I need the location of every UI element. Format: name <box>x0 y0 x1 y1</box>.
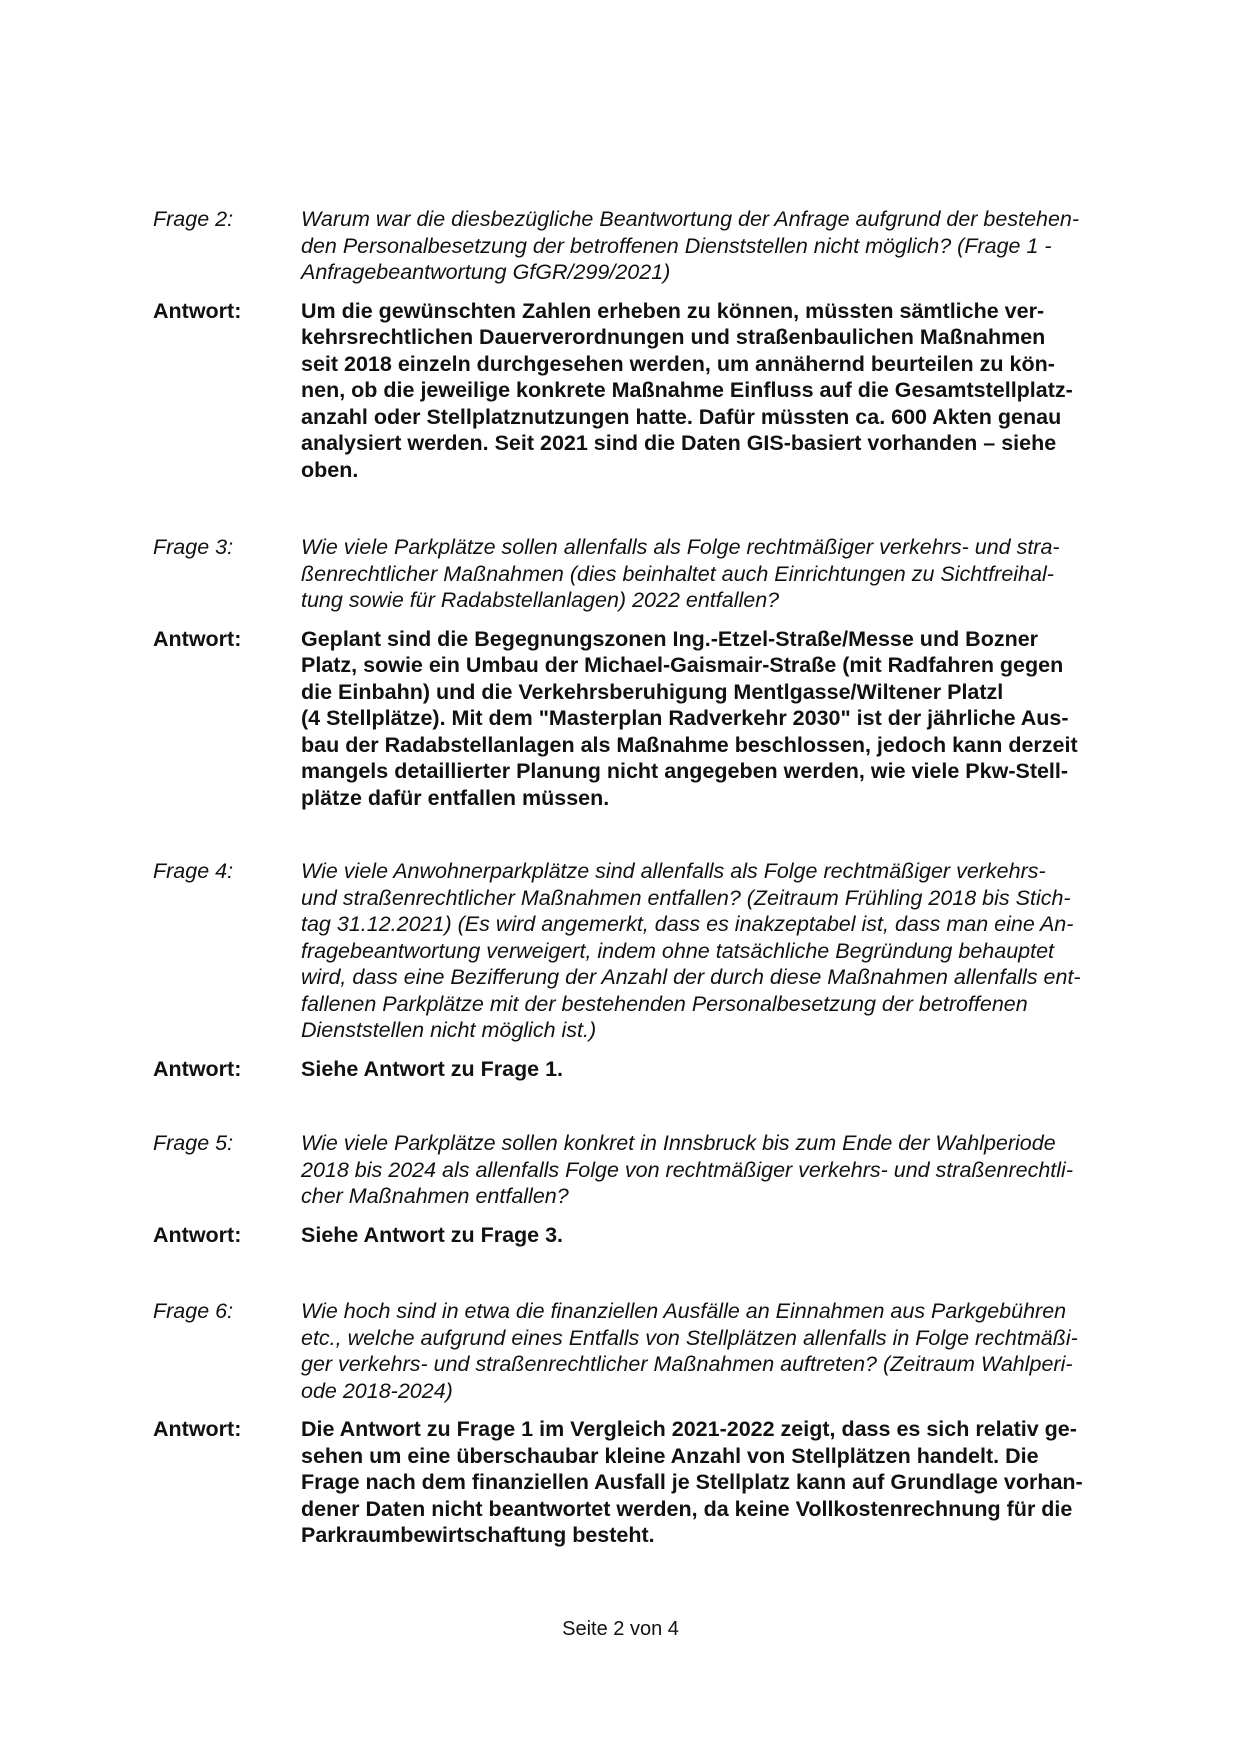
answer-text: Siehe Antwort zu Frage 1. <box>301 1056 564 1081</box>
answer-row <box>153 1056 1143 1083</box>
answer-label: Antwort: <box>153 1417 242 1441</box>
question-row <box>153 206 1143 286</box>
answer-text: Um die gewünschten Zahlen erheben zu können, müssten sämtliche ver- kehrsrechtlichen Dauerverordnungen und straßenbaulichen Maßnahmen seit 2018 einzeln durchgesehen werden, um annähernd beurteilen zu kön- nen, ob die jeweilige konkrete Maßnahme Einfluss auf die Gesamtstellplatz- anzahl oder Stellplatznutzungen hatte. Dafür müssten ca. 600 Akten genau analysiert werden. Seit 2021 sind die Daten GIS-basiert vorhanden – siehe oben. <box>301 298 1073 482</box>
question-text: Wie hoch sind in etwa die finanziellen Ausfälle an Einnahmen aus Parkgebühren etc., welche aufgrund eines Entfalls von Stellplätzen allenfalls in Folge rechtmäßi- ger verkehrs- und straßenrechtlicher Maßnahmen auftreten? (Zeitraum Wahlperi- ode 2018-2024) <box>301 1299 1078 1403</box>
answer-text: Geplant sind die Begegnungszonen Ing.-Etzel-Straße/Messe und Bozner Platz, sowie ein Umbau der Michael-Gaismair-Straße (mit Radfahren gegen die Einbahn) und die Verkehrsberuhigung Mentlgasse/Wiltener Platzl (4 Stellplätze). Mit dem "Masterplan Radverkehr 2030" ist der jährliche Aus- bau der Radabstellanlagen als Maßnahme beschlossen, jedoch kann derzeit mangels detaillierter Planung nicht angegeben werden, wie viele Pkw-Stell- plätze dafür entfallen müssen. <box>301 626 1078 810</box>
question-text: Wie viele Parkplätze sollen allenfalls als Folge rechtmäßiger verkehrs- und stra- ßenrechtlicher Maßnahmen (dies beinhaltet auch Einrichtungen zu Sichtfreihal- tung sowie für Radabstellanlagen) 2022 entfallen? <box>301 535 1060 612</box>
question-label: Frage 3: <box>153 535 234 559</box>
question-label: Frage 4: <box>153 859 234 883</box>
answer-label: Antwort: <box>153 1222 242 1247</box>
question-row <box>153 1298 1143 1404</box>
answer-label: Antwort: <box>153 1056 242 1081</box>
question-text: Wie viele Anwohnerparkplätze sind allenfalls als Folge rechtmäßiger verkehrs- und straßenrechtlicher Maßnahmen entfallen? (Zeitraum Frühling 2018 bis Stich- tag 31.12.2021) (Es wird angemerkt, dass es inakzeptabel ist, dass man eine An- fragebeantwortung verweigert, indem ohne tatsächliche Begründung behauptet wird, dass eine Bezifferung der Anzahl der durch diese Maßnahmen allenfalls ent- fallenen Parkplätze mit der bestehenden Personalbesetzung der betroffenen Dienststellen nicht möglich ist.) <box>301 859 1081 1042</box>
answer-row <box>153 1416 1143 1549</box>
question-label: Frage 2: <box>153 207 234 231</box>
question-row <box>153 1130 1143 1210</box>
answer-row <box>153 298 1143 484</box>
answer-text: Siehe Antwort zu Frage 3. <box>301 1222 564 1247</box>
page-number: Seite 2 von 4 <box>562 1618 679 1640</box>
qa-section-frage-2 <box>153 206 1143 483</box>
question-row <box>153 534 1143 614</box>
question-label: Frage 6: <box>153 1299 234 1323</box>
answer-label: Antwort: <box>153 626 242 651</box>
question-row <box>153 858 1143 1044</box>
qa-section-frage-3 <box>153 534 1143 811</box>
answer-row <box>153 1222 1143 1249</box>
question-text: Warum war die diesbezügliche Beantwortung der Anfrage aufgrund der bestehen- den Personalbesetzung der betroffenen Dienststellen nicht möglich? (Frage 1 - Anfragebeantwortung GfGR/299/2021) <box>301 207 1080 284</box>
question-label: Frage 5: <box>153 1131 234 1155</box>
question-text: Wie viele Parkplätze sollen konkret in Innsbruck bis zum Ende der Wahlperiode 2018 bis 2024 als allenfalls Folge von rechtmäßiger verkehrs- und straßenrechtli- cher Maßnahmen entfallen? <box>301 1131 1073 1208</box>
answer-label: Antwort: <box>153 298 242 323</box>
qa-section-frage-4 <box>153 858 1143 1082</box>
answer-row <box>153 626 1143 812</box>
qa-section-frage-5 <box>153 1130 1143 1248</box>
qa-section-frage-6 <box>153 1298 1143 1549</box>
answer-text: Die Antwort zu Frage 1 im Vergleich 2021-2022 zeigt, dass es sich relativ ge- sehen um eine überschaubar kleine Anzahl von Stellplätzen handelt. Die Frage nach dem finanziellen Ausfall je Stellplatz kann auf Grundlage vorhan- dener Daten nicht beantwortet werden, da keine Vollkostenrechnung für die Parkraumbewirtschaftung besteht. <box>301 1417 1083 1547</box>
